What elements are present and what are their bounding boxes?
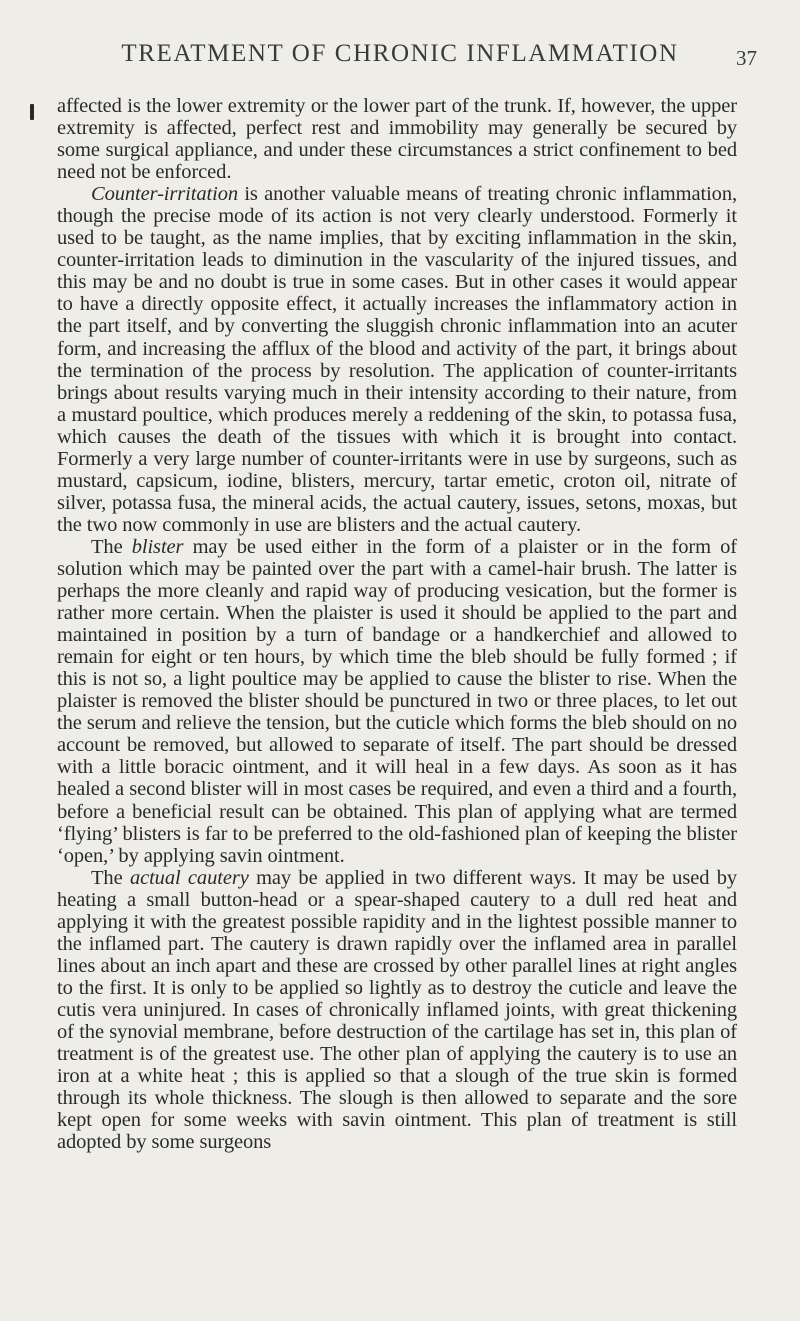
italic-term: actual cautery [129, 866, 249, 889]
text-run: The [91, 866, 130, 889]
text-run: affected is the lower extremity or the lower part of the trunk. If, however, the upper extremity is affected, perfect rest and immobility may generally be secured by some surgical appliance, and under these circumstances a strict confinement to bed need not be enforced. [57, 95, 737, 184]
paragraph [57, 536, 737, 867]
running-title: TREATMENT OF CHRONIC INFLAMMATION [121, 40, 679, 67]
text-run: may be applied in two different ways. It may be used by heating a small button-head or a spear-shaped cautery to a dull red heat and applying it with the greatest possible rapidity and in the lightest possible manner to the inflamed part. The cautery is drawn rapidly over the inflamed area in parallel lines about an inch apart and these are crossed by other parallel lines at right angles to the first. It is only to be applied so lightly as to destroy the cuticle and leave the cutis vera uninjured. In cases of chronically inflamed joints, with great thickening of the synovial membrane, before destruction of the cartilage has set in, this plan of treatment is of the greatest use. The other plan of applying the cautery is to use an iron at a white heat ; this is applied so that a slough of the true skin is formed through its whole thickness. The slough is then allowed to separate and the sore kept open for some weeks with savin ointment. This plan of treatment is still adopted by some surgeons [57, 866, 737, 1154]
paragraph [57, 183, 737, 536]
page-number: 37 [736, 46, 757, 70]
italic-term: blister [131, 535, 184, 558]
margin-mark [30, 104, 34, 120]
text-run: is another valuable means of treating chronic inflammation, though the precise mode of its action is not very clearly understood. Formerly it used to be taught, as the name implies, that by exciting inflammation in the skin, counter-irritation leads to diminution in the vascularity of the injured tissues, and this may be and no doubt is true in some cases. But in other cases it would appear to have a directly opposite effect, it actually increases the inflammatory action in the part itself, and by converting the sluggish chronic inflammation into an acuter form, and increasing the afflux of the blood and activity of the part, it brings about the termination of the process by resolution. The application of counter-irritants brings about results varying much in their intensity according to their nature, from a mustard poultice, which produces merely a reddening of the skin, to potassa fusa, which causes the death of the tissues with which it is brought into contact. Formerly a very large number of counter-irritants were in use by surgeons, such as mustard, capsicum, iodine, blisters, mercury, tartar emetic, croton oil, nitrate of silver, potassa fusa, the mineral acids, the actual cautery, issues, setons, moxas, but the two now commonly in use are blisters and the actual cautery. [57, 183, 737, 536]
text-run: The [91, 535, 132, 558]
italic-term: Counter-irritation [91, 183, 238, 206]
body-text [57, 95, 737, 1153]
paragraph [57, 95, 737, 183]
paragraph [57, 867, 737, 1154]
page-header [0, 40, 800, 80]
text-run: may be used either in the form of a plaister or in the form of solution which may be painted over the part with a camel-hair brush. The latter is perhaps the more cleanly and rapid way of producing vesication, but the former is rather more certain. When the plaister is used it should be applied to the part and maintained in position by a turn of bandage or a handkerchief and allowed to remain for eight or ten hours, by which time the bleb should be fully formed ; if this is not so, a light poultice may be applied to cause the blister to rise. When the plaister is removed the blister should be punctured in two or three places, to let out the serum and relieve the tension, but the cuticle which forms the bleb should on no account be removed, but allowed to separate of itself. The part should be dressed with a little boracic ointment, and it will heal in a few days. As soon as it has healed a second blister will in most cases be required, and even a third and a fourth, before a beneficial result can be obtained. This plan of applying what are termed ‘flying’ blisters is far to be preferred to the old-fashioned plan of keeping the blister ‘open,’ by applying savin ointment. [57, 535, 737, 867]
